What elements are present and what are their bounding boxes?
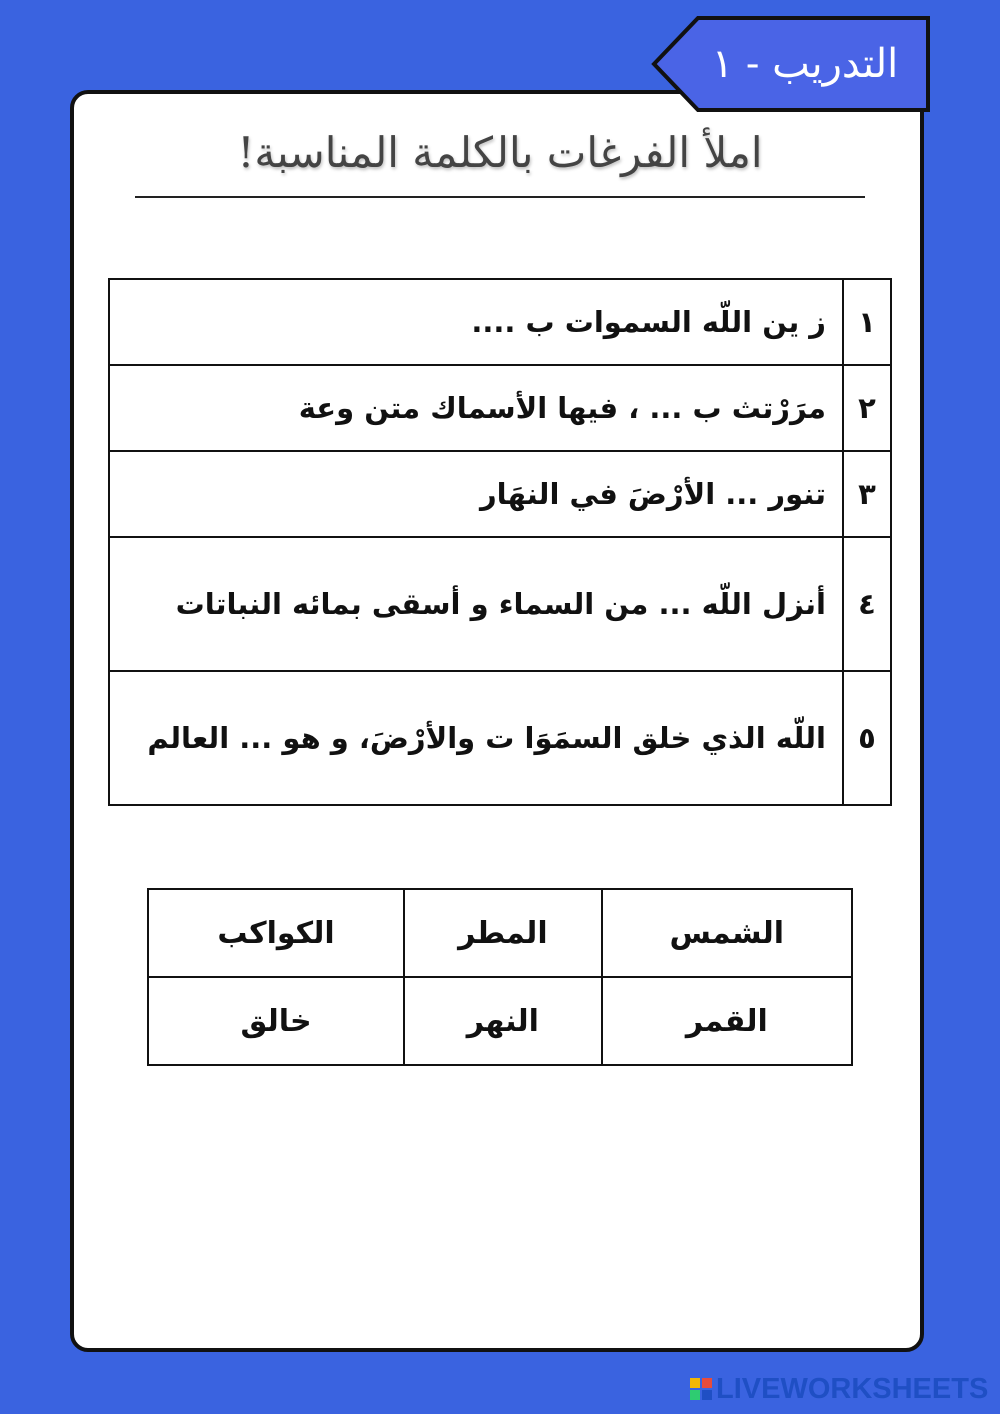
question-number: ٥ xyxy=(843,671,891,805)
word-bank-item: المطر xyxy=(404,889,602,977)
question-row xyxy=(109,671,891,805)
word-bank-item: الشمس xyxy=(602,889,852,977)
word-bank-item: الكواكب xyxy=(148,889,404,977)
question-row xyxy=(109,537,891,671)
question-row xyxy=(109,451,891,537)
liveworksheets-brand xyxy=(690,1372,988,1406)
heading-divider xyxy=(135,196,865,198)
instruction-heading: املأ الفرغات بالكلمة المناسبة! xyxy=(237,128,763,177)
question-text: أنزل اللّه ... من السماء و أسقى بمائه النباتات xyxy=(109,537,843,671)
question-number: ٣ xyxy=(843,451,891,537)
liveworksheets-logo-icon xyxy=(690,1378,712,1400)
question-number: ١ xyxy=(843,279,891,365)
question-row xyxy=(109,365,891,451)
word-bank-table xyxy=(147,888,853,1066)
exercise-title: التدريب - ١ xyxy=(711,41,899,87)
questions-table xyxy=(108,278,892,806)
word-bank-row xyxy=(148,889,852,977)
question-text: مرَرْتث ب ... ، فيها الأسماك متن وعة xyxy=(109,365,843,451)
question-number: ٢ xyxy=(843,365,891,451)
word-bank-item: القمر xyxy=(602,977,852,1065)
word-bank-item: النهر xyxy=(404,977,602,1065)
exercise-tab xyxy=(650,16,930,112)
question-text: تنور ... الأرْضَ في النهَار xyxy=(109,451,843,537)
question-number: ٤ xyxy=(843,537,891,671)
question-row xyxy=(109,279,891,365)
word-bank-item: خالق xyxy=(148,977,404,1065)
question-text: اللّه الذي خلق السمَوَا ت والأرْضَ، و هو ... العالم xyxy=(109,671,843,805)
question-text: ز ين اللّه السموات ب .... xyxy=(109,279,843,365)
word-bank-row xyxy=(148,977,852,1065)
brand-name: LIVEWORKSHEETS xyxy=(716,1372,989,1405)
